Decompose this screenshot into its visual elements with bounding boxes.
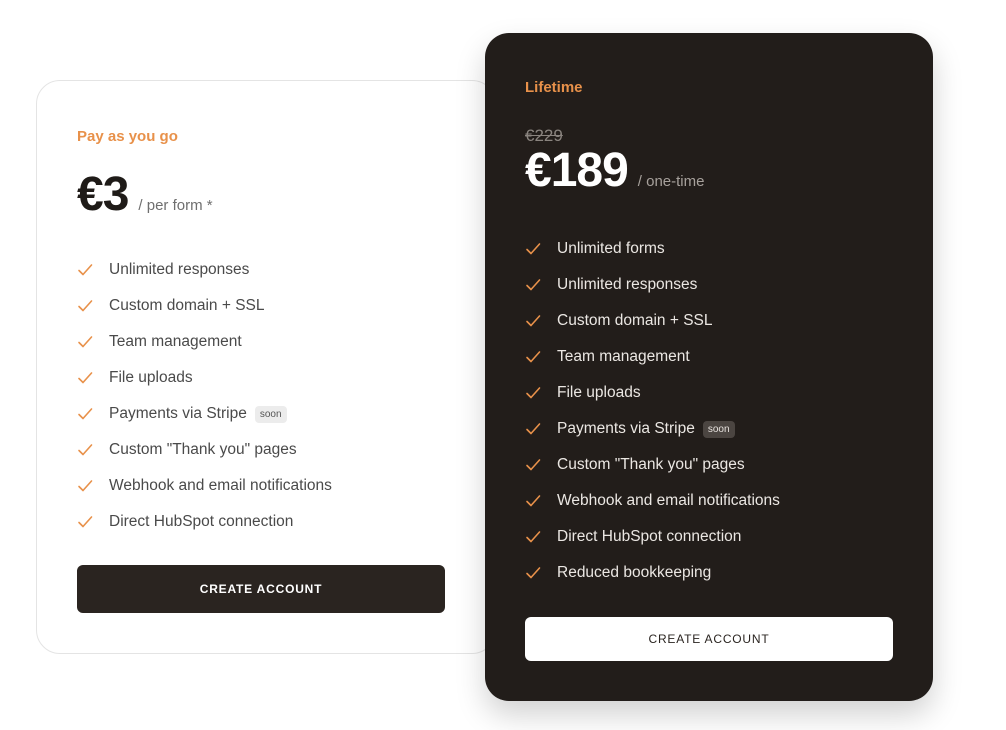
feature-label: File uploads bbox=[557, 384, 641, 401]
feature-label: Unlimited responses bbox=[557, 276, 698, 293]
check-icon bbox=[525, 349, 541, 365]
create-account-button[interactable]: CREATE ACCOUNT bbox=[525, 617, 893, 661]
feature-item bbox=[525, 411, 780, 447]
feature-label: Team management bbox=[109, 333, 242, 350]
check-icon bbox=[525, 241, 541, 257]
plan-price: €3 bbox=[77, 168, 129, 221]
feature-item bbox=[525, 555, 780, 591]
feature-item bbox=[525, 375, 780, 411]
feature-list bbox=[525, 231, 780, 591]
plan-name: Lifetime bbox=[525, 79, 583, 96]
create-account-button[interactable]: CREATE ACCOUNT bbox=[77, 565, 445, 613]
feature-label: Webhook and email notifications bbox=[557, 492, 780, 509]
check-icon bbox=[77, 298, 93, 314]
check-icon bbox=[77, 334, 93, 350]
feature-label: Direct HubSpot connection bbox=[109, 513, 294, 530]
plan-period: / one-time bbox=[637, 173, 705, 190]
feature-item bbox=[77, 504, 332, 540]
feature-item bbox=[525, 339, 780, 375]
feature-label: Custom "Thank you" pages bbox=[109, 441, 297, 458]
feature-label: Team management bbox=[557, 348, 690, 365]
feature-label: Unlimited forms bbox=[557, 240, 665, 257]
feature-item bbox=[77, 324, 332, 360]
check-icon bbox=[525, 385, 541, 401]
feature-label: Custom domain + SSL bbox=[109, 297, 265, 314]
check-icon bbox=[77, 262, 93, 278]
check-icon bbox=[525, 529, 541, 545]
feature-label: Webhook and email notifications bbox=[109, 477, 332, 494]
plan-period: / per form * bbox=[138, 197, 213, 214]
check-icon bbox=[525, 493, 541, 509]
check-icon bbox=[525, 277, 541, 293]
feature-label: File uploads bbox=[109, 369, 193, 386]
feature-item bbox=[77, 468, 332, 504]
check-icon bbox=[77, 478, 93, 494]
feature-item bbox=[77, 252, 332, 288]
feature-item bbox=[525, 303, 780, 339]
check-icon bbox=[77, 406, 93, 422]
old-price: €229 bbox=[525, 126, 563, 145]
feature-list bbox=[77, 252, 332, 540]
feature-label: Payments via Stripe bbox=[557, 420, 695, 437]
check-icon bbox=[77, 442, 93, 458]
plan-price: €189 bbox=[525, 144, 628, 197]
check-icon bbox=[525, 313, 541, 329]
feature-item bbox=[77, 432, 332, 468]
feature-label: Direct HubSpot connection bbox=[557, 528, 742, 545]
feature-label: Custom "Thank you" pages bbox=[557, 456, 745, 473]
price-row bbox=[77, 167, 213, 222]
feature-item bbox=[77, 360, 332, 396]
feature-item bbox=[77, 288, 332, 324]
feature-item bbox=[77, 396, 332, 432]
soon-badge: soon bbox=[255, 406, 287, 423]
check-icon bbox=[525, 457, 541, 473]
pricing-card-lifetime bbox=[485, 33, 933, 701]
feature-label: Unlimited responses bbox=[109, 261, 250, 278]
check-icon bbox=[77, 370, 93, 386]
feature-item bbox=[525, 519, 780, 555]
price-row bbox=[525, 143, 704, 198]
check-icon bbox=[525, 421, 541, 437]
feature-item bbox=[525, 483, 780, 519]
feature-item bbox=[525, 231, 780, 267]
pricing-card-pay-as-you-go bbox=[36, 80, 496, 654]
feature-label: Reduced bookkeeping bbox=[557, 564, 712, 581]
plan-name: Pay as you go bbox=[77, 128, 178, 145]
feature-label: Payments via Stripe bbox=[109, 405, 247, 422]
check-icon bbox=[77, 514, 93, 530]
feature-item bbox=[525, 447, 780, 483]
feature-label: Custom domain + SSL bbox=[557, 312, 713, 329]
soon-badge: soon bbox=[703, 421, 735, 438]
feature-item bbox=[525, 267, 780, 303]
check-icon bbox=[525, 565, 541, 581]
